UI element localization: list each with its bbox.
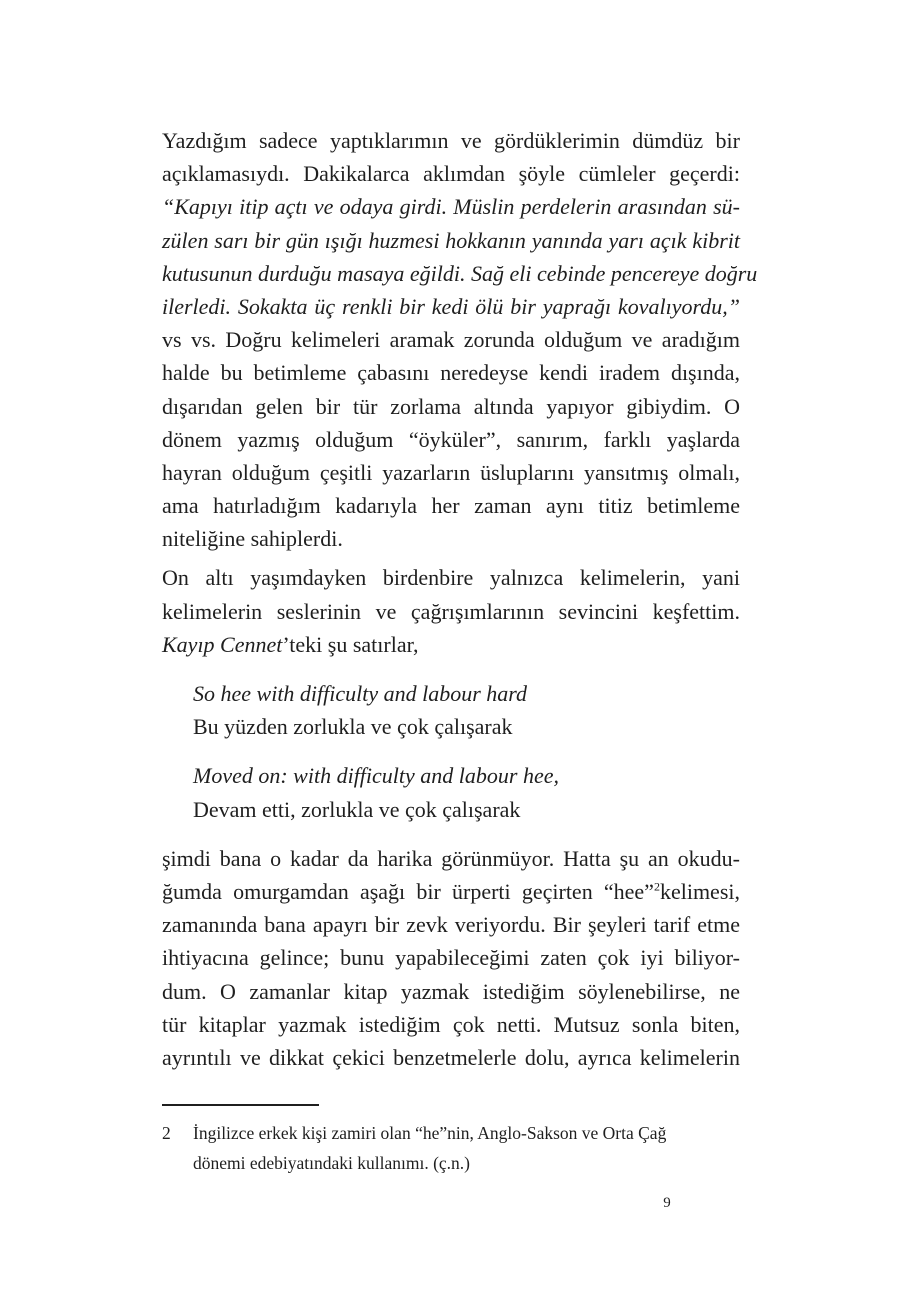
book-title: Kayıp Cennet [162,631,283,657]
text-line: ihtiyacına gelince; bunu yapabileceğimi zaten çok iyi biliyor- [162,945,740,971]
text-line: hayran olduğum çeşitli yazarların üsluplarını yansıtmış olmalı, [162,459,740,485]
text-fragment: ğumda omurgamdan aşağı bir ürperti geçirten “hee” [162,878,654,904]
verse-translation: Bu yüzden zorlukla ve çok çalışarak [193,714,513,740]
text-line: niteliğine sahiplerdi. [162,526,343,552]
verse-original: So hee with difficulty and labour hard [193,681,528,706]
footnote-text: İngilizce erkek kişi zamiri olan “he”nin, Anglo-Sakson ve Orta Çağ [193,1123,667,1143]
italic-text-line: ilerledi. Sokakta üç renkli bir kedi ölü bir yaprağı kovalıyordu,” [162,293,740,319]
text-line: şimdi bana o kadar da harika görünmüyor. Hatta şu an okudu- [162,845,740,871]
verse-gap [162,826,740,842]
footnote [162,1118,740,1178]
footnote-marker: 2 [653,879,660,894]
footnote-divider [162,1104,319,1106]
text-line: açıklamasıydı. Dakikalarca aklımdan şöyle cümleler geçerdi: [162,161,740,187]
text-line: halde bu betimleme çabasını neredeyse kendi iradem dışında, [162,360,740,386]
text-fragment: kelimesi, [659,878,740,904]
text-line [162,628,740,661]
text-line: zamanında bana apayrı bir zevk veriyordu. Bir şeyleri tarif etme [162,912,740,938]
italic-text-line: zülen sarı bir gün ışığı huzmesi hokkanın yanında yarı açık kibrit [162,227,740,253]
text-line: Yazdığım sadece yaptıklarımın ve gördüklerimin dümdüz bir [162,128,740,153]
text-line: dum. O zamanlar kitap yazmak istediğim söylenebilirse, ne [162,978,740,1004]
verse-block [193,677,740,826]
paragraph-3 [162,842,740,1074]
text-line: dışarıdan gelen bir tür zorlama altında yapıyor gibiydim. O [162,393,740,419]
footnote-number: 2 [162,1123,171,1143]
paragraph-2 [162,561,740,661]
text-line: dönem yazmış olduğum “öyküler”, sanırım, farklı yaşlarda [162,426,740,452]
text-line: kelimelerin seslerinin ve çağrışımlarının sevincini keşfettim. [162,598,740,624]
text-line: tür kitaplar yazmak istediğim çok netti. Mutsuz sonla biten, [162,1011,740,1037]
verse-gap [193,743,740,759]
page-number: 9 [663,1195,671,1211]
paragraph-1 [162,124,758,555]
verse-gap [162,661,740,677]
text-line: ayrıntılı ve dikkat çekici benzetmelerle dolu, ayrıca kelimelerin [162,1044,740,1070]
text-line [162,875,740,908]
italic-text-line: kutusunun durduğu masaya eğildi. Sağ eli cebinde pencereye doğru [162,260,758,286]
verse-translation: Devam etti, zorlukla ve çok çalışarak [193,796,521,822]
text-line: ama hatırladığım kadarıyla her zaman aynı titiz betimleme [162,493,740,519]
text-line: vs vs. Doğru kelimeleri aramak zorunda olduğum ve aradığım [162,327,740,353]
italic-text-line: “Kapıyı itip açtı ve odaya girdi. Müslin perdelerin arasından sü- [162,194,740,220]
footnote-text: dönemi edebiyatındaki kullanımı. (ç.n.) [193,1153,471,1173]
text-line: On altı yaşımdayken birdenbire yalnızca kelimelerin, yani [162,565,740,591]
text-fragment: ’teki şu satırlar, [282,631,419,657]
verse-original: Moved on: with difficulty and labour hee, [193,763,559,789]
footnote-line [162,1118,740,1148]
footnote-line [162,1148,740,1178]
page-body [162,124,758,1074]
